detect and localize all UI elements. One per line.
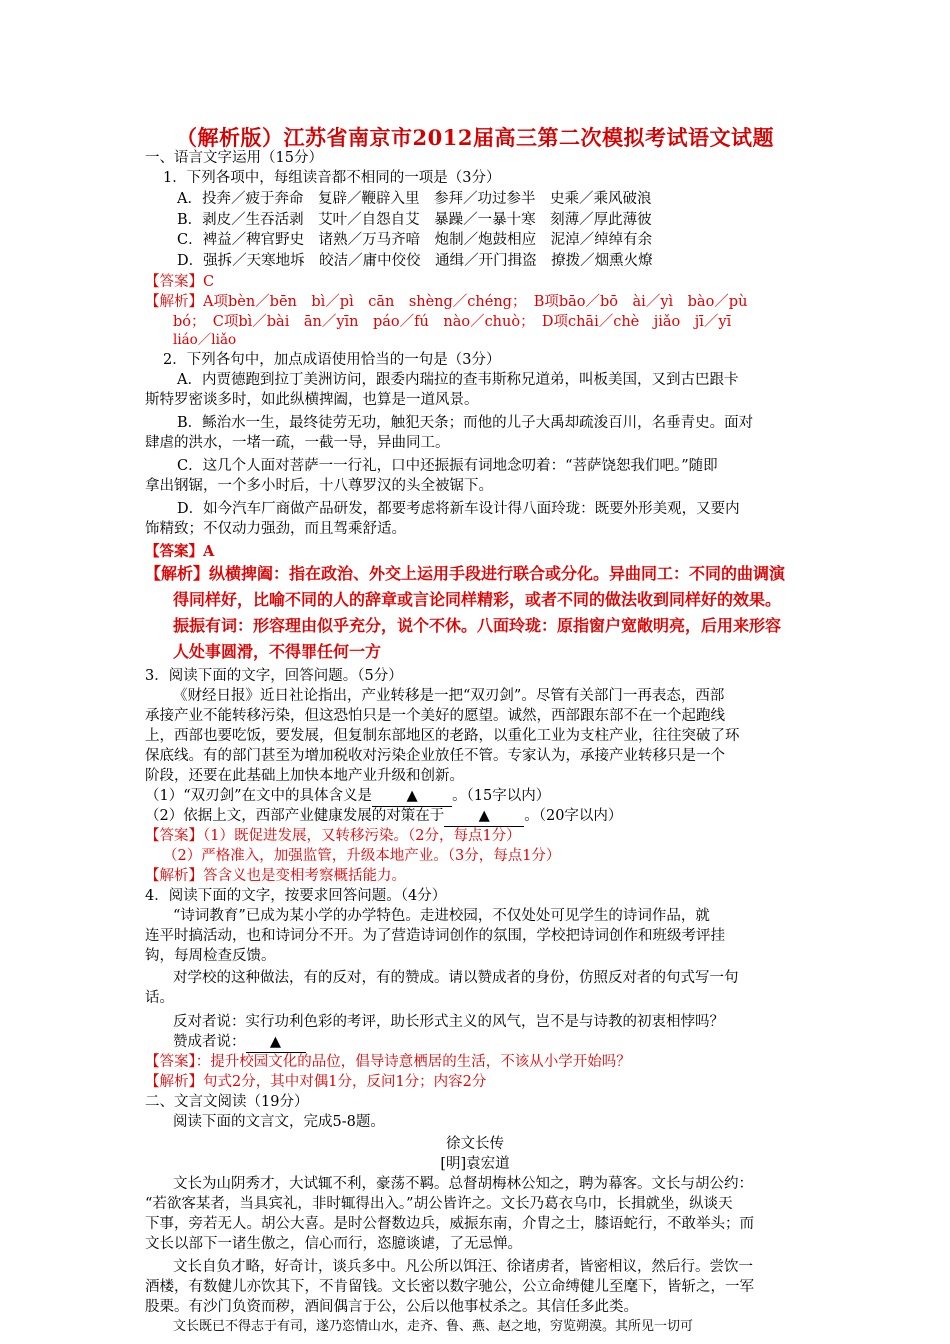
answer-blank[interactable]: [246, 1032, 306, 1053]
section-2-instruction: 阅读下面的文言文，完成5-8题。: [173, 1114, 385, 1130]
q2-option-d-2: 饰精致；不仅动力强劲，而且驾乘舒适。: [145, 521, 406, 537]
analysis-3: 【解析】答含义也是变相考察概括能力。: [145, 868, 406, 884]
q2-option-c-2: 拿出钢锯，一个多小时后，十八尊罗汉的头全被锯下。: [145, 478, 493, 494]
section-heading: 一、语言文字运用（15分）: [145, 150, 323, 166]
q2-option-d-1: D．如今汽车厂商做产品研发，都要考虑将新车设计得八面玲珑：既要外形美观，又要内: [177, 501, 740, 517]
q3-passage-3: 上，西部也要吃饭，要发展，但复制东部地区的老路，以重化工业为支柱产业，往往突破了环: [145, 728, 740, 744]
page-title: （解析版）江苏省南京市2012届高三第二次模拟考试语文试题: [176, 125, 774, 150]
analysis-1-line1: 【解析】A项bèn／bēn bì／pì cān shèng／chéng； B项bāo／bō ài／yì bào／pù: [145, 294, 748, 310]
triangle-icon: ▲: [269, 1034, 282, 1050]
q3-passage-5: 阶段，还要在此基础上加快本地产业升级和创新。: [145, 768, 464, 784]
question-1: 1．下列各项中，每组读音都不相同的一项是（3分）: [163, 170, 501, 186]
option-b: B．剥皮／生吞活剥 艾叶／自怨自艾 暴躁／一暴十寒 刻薄／厚此薄彼: [177, 212, 652, 228]
analysis-2-line3: 振振有词：形容理由似乎充分，说个不休。八面玲珑：原指窗户宽敞明亮，后用来形容: [173, 616, 782, 635]
q3-passage-2: 承接产业不能转移污染，但这恐怕只是一个美好的愿望。诚然，西部跟东部不在一个起跑线: [145, 708, 725, 724]
passage-author: [明]袁宏道: [440, 1156, 510, 1172]
analysis-1-line3: liáo／liǎo: [173, 332, 237, 348]
q4-instruction-1: 对学校的这种做法，有的反对，有的赞成。请以赞成者的身份，仿照反对者的句式写一句: [173, 970, 739, 986]
q4-supporter: 赞成者说： ▲: [173, 1032, 306, 1053]
q4-instruction-2: 话。: [145, 990, 174, 1006]
answer-3-line1: 【答案】（1）既促进发展，又转移污染。（2分，每点1分）: [145, 828, 521, 844]
q2-option-a-2: 斯特罗密谈多时，如此纵横捭阖，也算是一道风景。: [145, 392, 479, 408]
option-d: D．强拆／天寒地坼 皎洁／庸中佼佼 通缉／开门揖盗 撩拨／烟熏火燎: [177, 253, 653, 269]
analysis-2-line4: 人处事圆滑，不得罪任何一方: [173, 642, 382, 661]
passage-p3-1: 文长既已不得志于有司，遂乃恣情山水，走齐、鲁、燕、赵之地，穷览朔漠。其所见一切可: [173, 1319, 694, 1334]
answer-4: 【答案】：提升校园文化的品位，倡导诗意栖居的生活，不该从小学开始吗？: [145, 1054, 631, 1070]
analysis-1-line2: bó； C项bì／bài ān／yīn páo／fú nào／chuò； D项chāi／chè jiǎo jī／yī: [173, 314, 732, 330]
q2-option-c-1: C．这几个人面对菩萨一一行礼，口中还振振有词地念叨着：“菩萨饶恕我们吧。”随即: [177, 458, 718, 474]
q4-passage-3: 钩，每周检查反馈。: [145, 948, 276, 964]
passage-p1-3: 下事，旁若无人。胡公大喜。是时公督数边兵，威振东南，介胄之士，膝语蛇行，不敢举头；而: [145, 1216, 754, 1232]
q4-passage-1: “诗词教育”已成为某小学的办学特色。走进校园，不仅处处可见学生的诗词作品，就: [173, 908, 710, 924]
answer-blank[interactable]: [372, 786, 452, 807]
q2-option-b-2: 肆虐的洪水，一堵一疏，一截一导，异曲同工。: [145, 435, 450, 451]
passage-title: 徐文长传: [446, 1136, 504, 1152]
section-heading-2: 二、文言文阅读（19分）: [145, 1094, 309, 1110]
question-2: 2．下列各句中，加点成语使用恰当的一句是（3分）: [163, 352, 501, 368]
answer-blank[interactable]: [444, 806, 524, 827]
passage-p2-1: 文长自负才略，好奇计，谈兵多中。凡公所以饵汪、徐诸虏者，皆密相议，然后行。尝饮一: [173, 1259, 753, 1275]
q3-passage-1: 《财经日报》近日社论指出，产业转移是一把“双刃剑”。尽管有关部门一再表态，西部: [173, 688, 725, 704]
passage-p2-2: 酒楼，有数健儿亦饮其下，不肯留钱。文长密以数字驰公，公立命缚健儿至麾下，皆斩之，一军: [145, 1279, 754, 1295]
passage-p2-3: 股栗。有沙门负资而秽，酒间偶言于公，公后以他事杖杀之。其信任多此类。: [145, 1299, 638, 1315]
analysis-2-line1: 【解析】纵横捭阖：指在政治、外交上运用手段进行联合或分化。异曲同工：不同的曲调演: [145, 564, 786, 583]
analysis-4: 【解析】句式2分，其中对偶1分，反问1分；内容2分: [145, 1074, 487, 1090]
option-a: A．投奔／疲于奔命 复辟／鞭辟入里 参拜／功过参半 史乘／乘风破浪: [177, 191, 652, 207]
passage-p1-4: 文长以部下一诸生傲之，信心而行，恣臆谈谑，了无忌惮。: [145, 1236, 522, 1252]
answer-3-line2: （2）严格准入，加强监管，升级本地产业。（3分，每点1分）: [163, 848, 561, 864]
answer-2: 【答案】A: [145, 543, 215, 560]
triangle-icon: ▲: [406, 788, 418, 804]
q2-option-a-1: A．内贾德跑到拉丁美洲访问，跟委内瑞拉的查韦斯称兄道弟，叫板美国，又到古巴跟卡: [177, 372, 739, 388]
analysis-2-line2: 得同样好，比喻不同的人的辞章或言论同样精彩，或者不同的做法收到同样好的效果。: [173, 590, 782, 609]
option-c: C．裨益／稗官野史 诸熟／万马齐喑 炮制／炮鼓相应 泥淖／绰绰有余: [177, 232, 653, 248]
question-4: 4．阅读下面的文字，按要求回答问题。（4分）: [145, 888, 447, 904]
q4-passage-2: 连平时搞活动，也和诗词分不开。为了营造诗词创作的氛围，学校把诗词创作和班级考评挂: [145, 928, 725, 944]
triangle-icon: ▲: [478, 808, 490, 824]
q3-sub-1: （1）“双刃剑”在文中的具体含义是 ▲ 。（15字以内）: [145, 786, 550, 807]
q3-sub-2: （2）依据上文，西部产业健康发展的对策在于 ▲ 。（20字以内）: [145, 806, 622, 827]
answer-1: 【答案】C: [145, 274, 215, 290]
question-3: 3．阅读下面的文字，回答问题。（5分）: [145, 668, 403, 684]
passage-p1-1: 文长为山阴秀才，大试辄不利，豪荡不羁。总督胡梅林公知之，聘为幕客。文长与胡公约：: [173, 1176, 753, 1192]
passage-p1-2: “若欲客某者，当具宾礼，非时辄得出入。”胡公皆许之。文长乃葛衣乌巾，长揖就坐，纵谈天: [145, 1196, 733, 1212]
q2-option-b-1: B．鲧治水一生，最终徒劳无功，触犯天条；而他的儿子大禹却疏浚百川，名垂青史。面对: [177, 415, 754, 431]
q4-opponent: 反对者说：实行功利色彩的考评，助长形式主义的风气，岂不是与诗教的初衷相悖吗？: [173, 1014, 724, 1030]
q3-passage-4: 保底线。有的部门甚至为增加税收对污染企业放任不管。专家认为，承接产业转移只是一个: [145, 748, 725, 764]
